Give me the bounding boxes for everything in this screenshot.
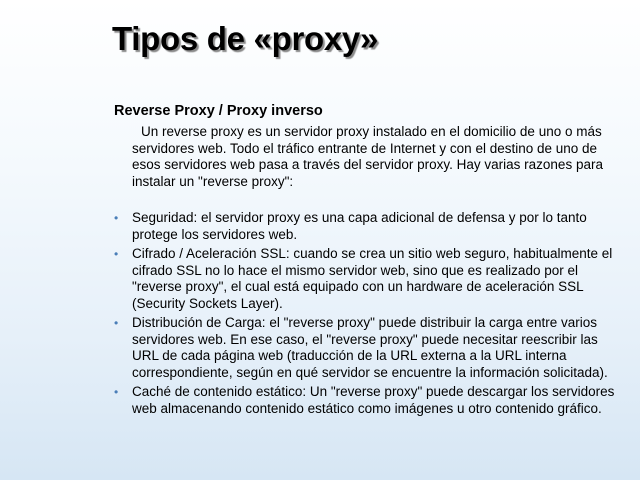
bullet-list bbox=[112, 210, 622, 420]
slide-subtitle: Reverse Proxy / Proxy inverso bbox=[114, 103, 323, 119]
intro-paragraph: Un reverse proxy es un servidor proxy instalado en el domicilio de uno o más servidores web. Todo el tráfico entrante de Internet y con el destino de uno de esos servidores web pasa a través del servidor proxy. Hay varias razones para instalar un "reverse proxy": bbox=[132, 124, 603, 189]
bullet-text: Caché de contenido estático: Un "reverse proxy" puede descargar los servidores web almacenando contenido estático como imágenes u otro contenido gráfico. bbox=[132, 384, 615, 416]
bullet-icon: • bbox=[114, 316, 119, 330]
bullet-text: Cifrado / Aceleración SSL: cuando se crea un sitio web seguro, habitualmente el cifrado SSL no lo hace el mismo servidor web, sino que es realizado por el "reverse proxy", el cual está equipado con un hardware de aceleración SSL (Security Sockets Layer). bbox=[132, 246, 613, 311]
bullet-icon: • bbox=[114, 247, 119, 261]
bullet-icon: • bbox=[114, 211, 119, 225]
bullet-text: Seguridad: el servidor proxy es una capa adicional de defensa y por lo tanto protege los servidores web. bbox=[132, 210, 587, 242]
bullet-text: Distribución de Carga: el "reverse proxy" puede distribuir la carga entre varios servidores web. En ese caso, el "reverse proxy" puede necesitar reescribir las URL de cada página web (traducción de la URL externa a la URL interna correspondiente, según en qué servidor se encuentre la información solicitada). bbox=[132, 315, 608, 380]
bullet-item-security bbox=[112, 210, 622, 243]
slide-title: Tipos de «proxy» bbox=[112, 20, 379, 57]
bullet-item-load-balancing bbox=[112, 315, 622, 381]
bullet-item-ssl bbox=[112, 246, 622, 312]
bullet-item-cache bbox=[112, 384, 622, 417]
bullet-icon: • bbox=[114, 385, 119, 399]
